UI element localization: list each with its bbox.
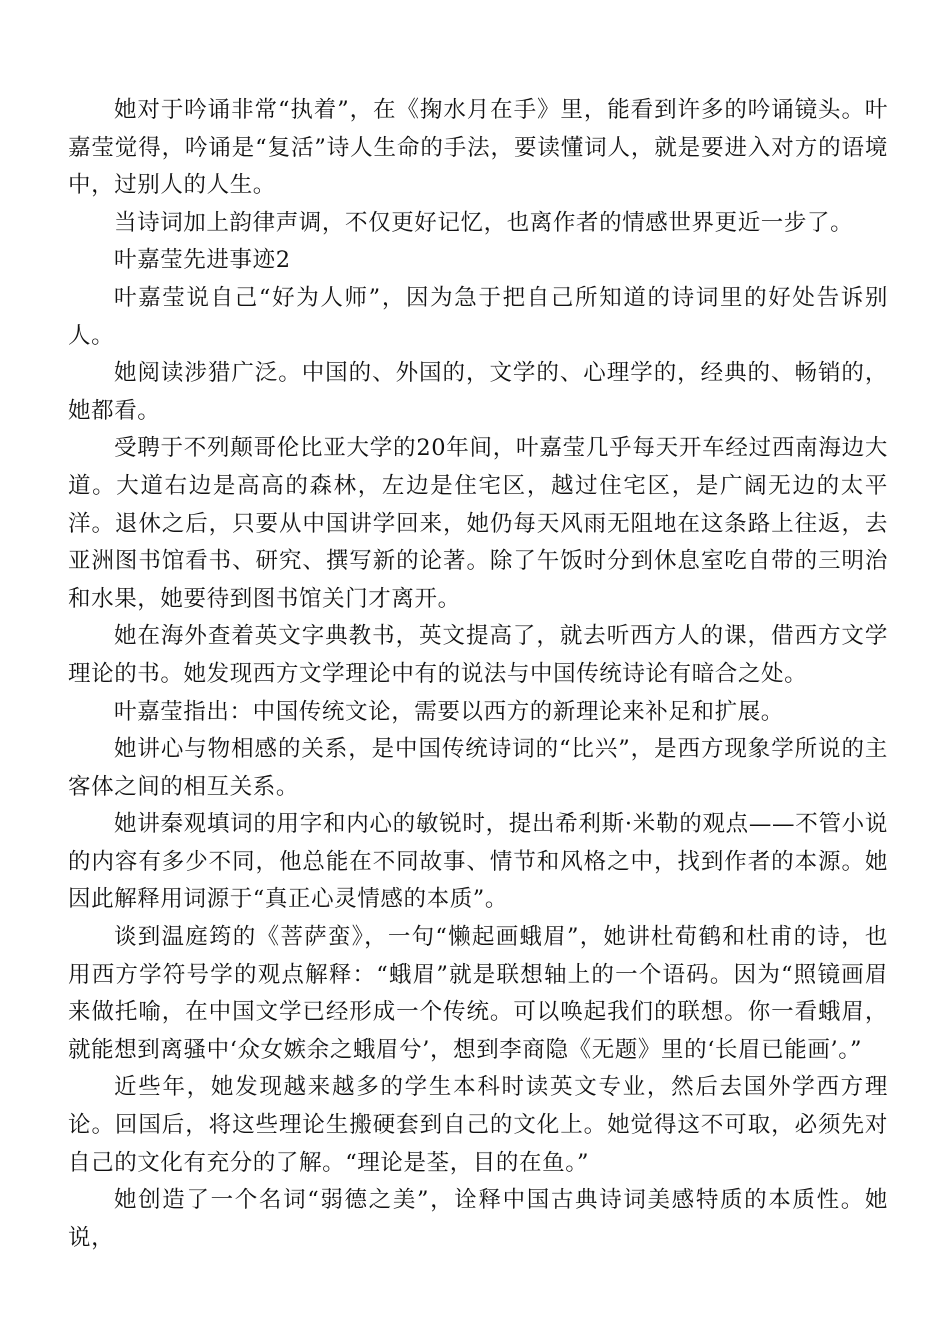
paragraph: 她阅读涉猎广泛。中国的、外国的，文学的、心理学的，经典的、畅销的，她都看。 — [68, 360, 888, 424]
paragraph: 她在海外查着英文字典教书，英文提高了，就去听西方人的课，借西方文学理论的书。她发现西方文学理论中有的说法与中国传统诗论有暗合之处。 — [68, 623, 888, 687]
paragraph: 她讲秦观填词的用字和内心的敏锐时，提出希利斯·米勒的观点——不管小说的内容有多少不同，他总能在不同故事、情节和风格之中，找到作者的本源。她因此解释用词源于“真正心灵情感的本质”。 — [68, 811, 888, 913]
paragraph: 她创造了一个名词“弱德之美”，诠释中国古典诗词美感特质的本质性。她说， — [68, 1187, 888, 1251]
paragraph: 叶嘉莹说自己“好为人师”，因为急于把自己所知道的诗词里的好处告诉别人。 — [68, 284, 888, 349]
paragraph: 受聘于不列颠哥伦比亚大学的20年间，叶嘉莹几乎每天开车经过西南海边大道。大道右边是高高的森林，左边是住宅区，越过住宅区，是广阔无边的太平洋。退休之后，只要从中国讲学回来，她仍每天风雨无阻地在这条路上往返，去亚洲图书馆看书、研究、撰写新的论著。除了午饭时分到休息室吃自带的三明治和水果，她要待到图书馆关门才离开。 — [68, 435, 888, 612]
section-heading: 叶嘉莹先进事迹2 — [114, 247, 291, 274]
paragraph: 她讲心与物相感的关系，是中国传统诗词的“比兴”，是西方现象学所说的主客体之间的相互关系。 — [68, 736, 888, 800]
paragraph: 她对于吟诵非常“执着”，在《掬水月在手》里，能看到许多的吟诵镜头。叶嘉莹觉得，吟诵是“复活”诗人生命的手法，要读懂词人，就是要进入对方的语境中，过别人的人生。 — [68, 97, 888, 199]
paragraph: 近些年，她发现越来越多的学生本科时读英文专业，然后去国外学西方理论。回国后，将这些理论生搬硬套到自己的文化上。她觉得这不可取，必须先对自己的文化有充分的了解。“理论是荃，目的在鱼。” — [68, 1074, 888, 1176]
document-body — [68, 92, 888, 1257]
paragraph: 谈到温庭筠的《菩萨蛮》，一句“懒起画蛾眉”，她讲杜荀鹤和杜甫的诗，也用西方学符号学的观点解释：“蛾眉”就是联想轴上的一个语码。因为“照镜画眉来做托喻，在中国文学已经形成一个传统。可以唤起我们的联想。你一看蛾眉，就能想到离骚中‘众女嫉余之蛾眉兮’，想到李商隐《无题》里的‘长眉已能画’。” — [68, 924, 888, 1063]
paragraph: 叶嘉莹指出：中国传统文论，需要以西方的新理论来补足和扩展。 — [114, 698, 784, 725]
paragraph: 当诗词加上韵律声调，不仅更好记忆，也离作者的情感世界更近一步了。 — [114, 209, 854, 236]
